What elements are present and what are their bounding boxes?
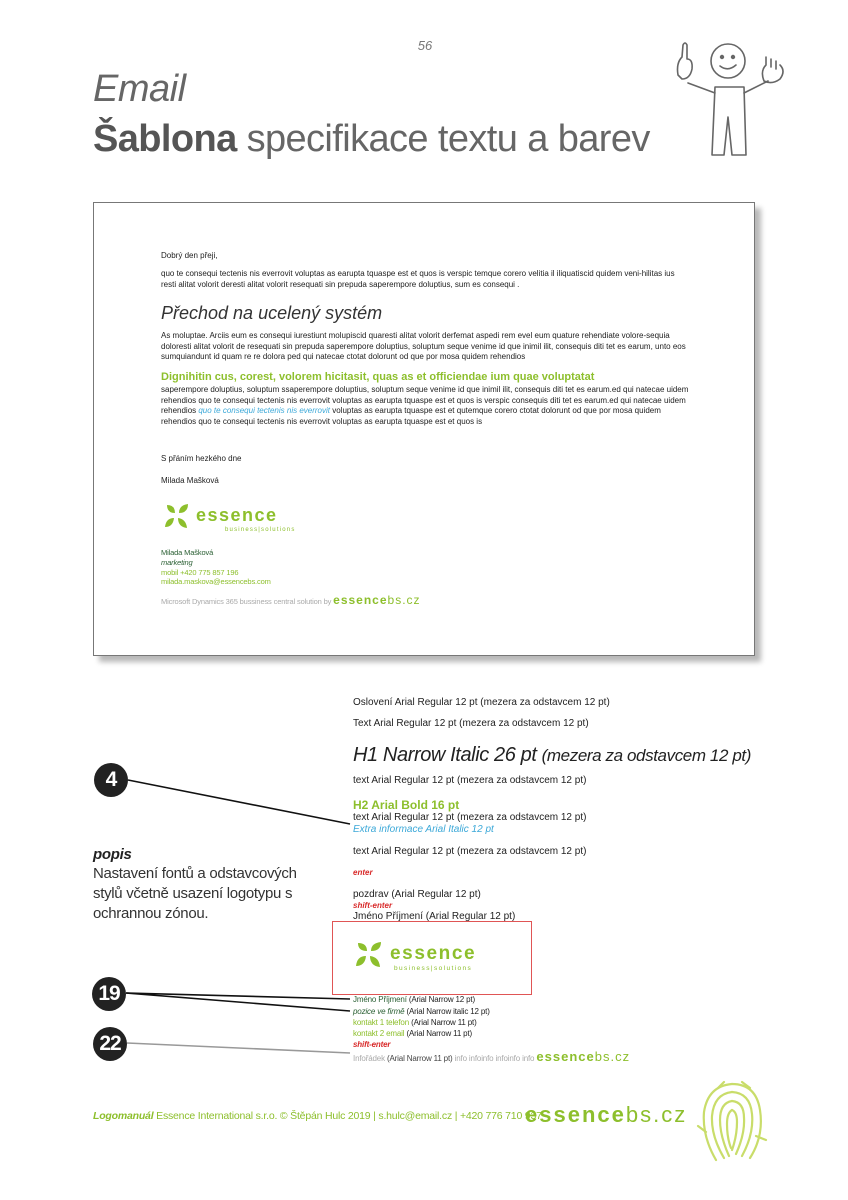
spec-text: Text Arial Regular 12 pt (mezera za odstavcem 12 pt) — [353, 718, 589, 729]
spec-signature-position-sample: pozice ve firmě — [353, 1007, 405, 1016]
email-paragraph-1: quo te consequi tectenis nis everrovit voluptas as earupta tquaspe est et quos is verspic temque corero velitia il iliquatiscid quidem veni-hilitas ius resti alitat volorit deresti alitat volorit resequati sin prepuda saperempore doluptius, sum es consequi . — [161, 269, 675, 289]
spec-info-font: (Arial Narrow 11 pt) — [386, 1054, 453, 1063]
spec-info-label: Infořádek — [353, 1054, 387, 1063]
spec-brand-bold: essence — [536, 1049, 595, 1064]
email-signature-position: marketing — [161, 558, 193, 567]
spec-enter-marker: enter — [353, 868, 373, 877]
email-brand-thin: bs.cz — [387, 593, 421, 607]
spec-signature-position-font: (Arial Narrow italic 12 pt) — [404, 1007, 490, 1016]
email-paragraph-3 — [161, 385, 691, 427]
footer-brand-bold: essence — [525, 1102, 626, 1127]
description-title: popis — [93, 846, 132, 863]
callout-badge-19: 19 — [92, 977, 126, 1011]
spec-heading-1 — [353, 744, 751, 767]
email-logo-tagline: business|solutions — [225, 527, 296, 533]
spec-jmeno: Jméno Příjmení (Arial Regular 12 pt) — [353, 911, 516, 922]
fingerprint-icon — [694, 1076, 770, 1166]
spec-signature-contact-2 — [353, 1029, 472, 1038]
footer-credits: Essence International s.r.o. © Štěpán Hulc 2019 | s.hulc@email.cz | +420 776 710 937 — [153, 1110, 542, 1122]
spec-shift-enter-marker-2: shift-enter — [353, 1040, 391, 1049]
page-title-line-2 — [93, 118, 650, 161]
footer-brand — [525, 1102, 687, 1128]
page-title-line-1: Email — [93, 68, 186, 110]
page-title-rest: specifikace textu a barev — [236, 118, 650, 160]
email-preview-frame — [93, 202, 755, 656]
email-p3-start: saperempore doluptius, soluptum ssaperempore doluptius, soluptum seque venime id que inimil ilit, consequis diti tet es earum.ed qui natecae uidem rehendios quo te consequi tectenis nis everrovit voluptas as earupta tquaspe est et quos is verspic consequis diti tet es earum.ed qui natecae uidem rehendios — [161, 385, 689, 415]
spec-contact-1-font: (Arial Narrow 11 pt) — [409, 1018, 477, 1027]
footer-logomanual: Logomanuál — [93, 1110, 154, 1122]
email-p3-extra: quo te consequi tectenis nis everrovit — [198, 406, 330, 415]
essence-logo-icon — [161, 501, 311, 535]
page-number: 56 — [417, 38, 433, 53]
spec-logo-tagline: business|solutions — [394, 965, 473, 972]
spec-shift-enter-marker-1: shift-enter — [353, 901, 393, 910]
stick-figure-mascot-icon — [668, 35, 792, 160]
spec-text-2: text Arial Regular 12 pt (mezera za odstavcem 12 pt) — [353, 775, 587, 786]
spec-info-line — [353, 1049, 630, 1064]
callout-badge-22: 22 — [93, 1027, 127, 1061]
email-signature-phone: mobil +420 775 857 196 — [161, 568, 239, 577]
spec-signature-contact-1 — [353, 1018, 477, 1027]
description-text: Nastavení fontů a odstavcových stylů včetně usazení logotypu s ochrannou zónou. — [93, 865, 297, 922]
email-regards: S přáním hezkého dne — [161, 454, 242, 463]
footer-brand-thin: bs.cz — [625, 1102, 688, 1127]
email-paragraph-2: As moluptae. Arciis eum es consequi iurestiunt molupiscid quaresti alitat volorit derfemat aspedi rem evel eum quature rehendiate volore-sequia doloresti alitat volorit de resequati sin prepuda saperempore doluptius, soluptum seque venime id que inimil ilit, consequis diti tet es earum, unto eos sumquiandunt id quam re re dolora ped qui natecae ctotat dolorunt od que por mosa quidem rehendios — [161, 331, 686, 361]
email-sender-name: Milada Mašková — [161, 476, 219, 485]
spec-osloveni: Oslovení Arial Regular 12 pt (mezera za odstavcem 12 pt) — [353, 697, 610, 708]
spec-brand-thin: bs.cz — [594, 1049, 631, 1064]
spec-contact-2-sample: kontakt 2 email — [353, 1029, 405, 1038]
email-logo-name: essence — [196, 505, 278, 525]
email-signature-info — [161, 595, 421, 607]
spec-contact-2-font: (Arial Narrow 11 pt) — [404, 1029, 473, 1038]
spec-h1-note: (mezera za odstavcem 12 pt) — [541, 746, 752, 765]
email-signature-info-text: Microsoft Dynamics 365 bussiness central solution by — [161, 597, 334, 606]
spec-text-3: text Arial Regular 12 pt (mezera za odstavcem 12 pt) — [353, 812, 587, 823]
email-p3-end: voluptas as earupta tquaspe est et qutemque corero ctotat dolorunt od que por mosa quidem rehendios quo te consequi tectenis nis everrovit voluptas as earupta tquaspe est et quos is — [161, 406, 661, 426]
footer-text — [93, 1110, 542, 1122]
spec-info-sample: info infoinfo infoinfo info — [452, 1054, 537, 1063]
spec-signature-name-sample: Jméno Příjmení — [353, 995, 407, 1004]
email-greeting: Dobrý den přeji, — [161, 251, 218, 260]
email-signature-name: Milada Mašková — [161, 548, 214, 557]
spec-logo-name: essence — [390, 943, 477, 964]
spec-extra-info: Extra informace Arial Italic 12 pt — [353, 824, 494, 835]
email-heading-1: Přechod na ucelený systém — [161, 303, 383, 323]
spec-signature-name-font: (Arial Narrow 12 pt) — [406, 995, 475, 1004]
page-title-bold: Šablona — [93, 118, 237, 160]
spec-text-4: text Arial Regular 12 pt (mezera za odstavcem 12 pt) — [353, 846, 587, 857]
spec-signature-position — [353, 1007, 490, 1016]
spec-signature-name — [353, 995, 475, 1004]
email-signature-email: milada.maskova@essencebs.com — [161, 577, 271, 586]
essence-logo-icon — [352, 938, 510, 974]
spec-contact-1-sample: kontakt 1 telefon — [353, 1018, 409, 1027]
email-heading-2: Dignihitin cus, corest, volorem hicitasit, quas as et officiendae ium quae voluptatat — [161, 371, 595, 383]
spec-pozdrav: pozdrav (Arial Regular 12 pt) — [353, 889, 481, 900]
spec-heading-2: H2 Arial Bold 16 pt — [353, 798, 460, 812]
email-brand-bold: essence — [333, 593, 388, 607]
spec-h1-main: H1 Narrow Italic 26 pt — [353, 744, 542, 766]
callout-badge-4: 4 — [94, 763, 128, 797]
